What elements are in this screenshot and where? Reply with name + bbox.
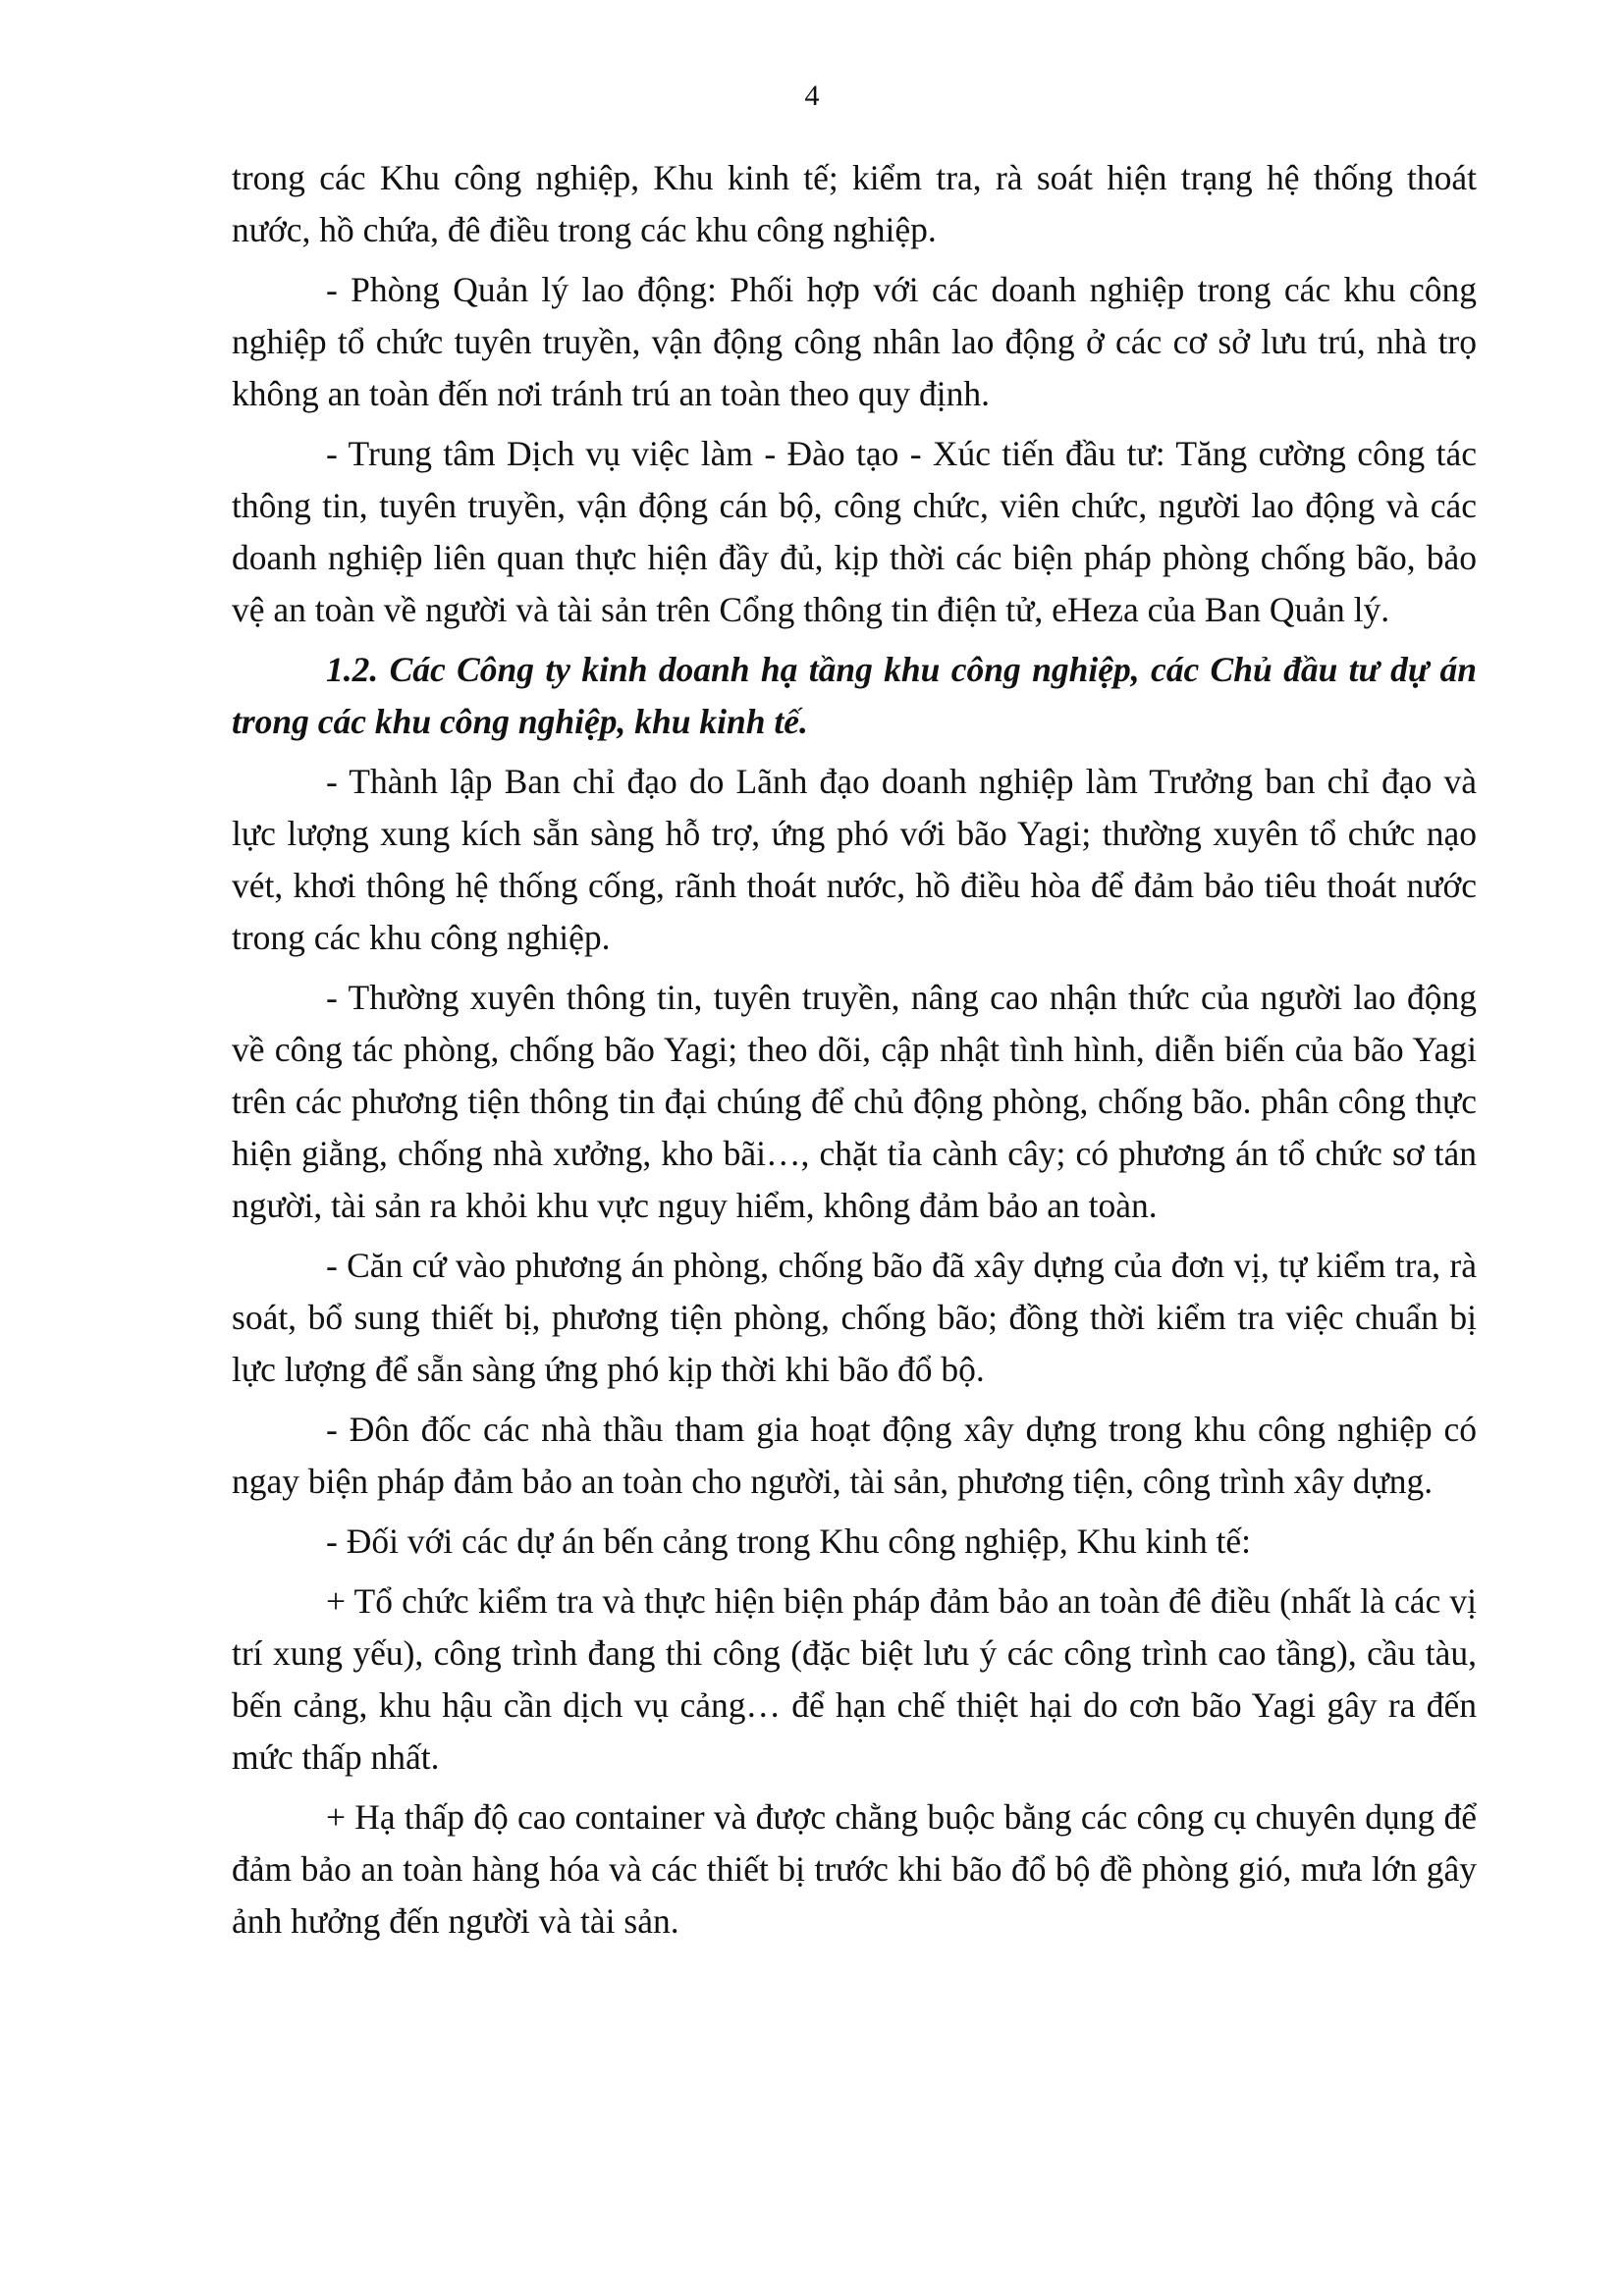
paragraph-port-inspection: + Tổ chức kiểm tra và thực hiện biện pháp đảm bảo an toàn đê điều (nhất là các vị trí xung yếu), công trình đang thi công (đặc biệt lưu ý các công trình cao tầng), cầu tàu, bến cảng, khu hậu cần dịch vụ cảng… để hạn chế thiệt hại do cơn bão Yagi gây ra đến mức thấp nhất. <box>232 1581 1477 1777</box>
paragraph-inspection: - Căn cứ vào phương án phòng, chống bão đã xây dựng của đơn vị, tự kiểm tra, rà soát, bổ sung thiết bị, phương tiện phòng, chống bão; đồng thời kiểm tra việc chuẩn bị lực lượng để sẵn sàng ứng phó kịp thời khi bão đổ bộ. <box>232 1246 1477 1389</box>
paragraph-steering-committee: - Thành lập Ban chỉ đạo do Lãnh đạo doanh nghiệp làm Trưởng ban chỉ đạo và lực lượng xung kích sẵn sàng hỗ trợ, ứng phó với bão Yagi; thường xuyên tổ chức nạo vét, khơi thông hệ thống cống, rãnh thoát nước, hồ điều hòa để đảm bảo tiêu thoát nước trong các khu công nghiệp. <box>232 762 1477 957</box>
paragraph-communication: - Thường xuyên thông tin, tuyên truyền, nâng cao nhận thức của người lao động về công tác phòng, chống bão Yagi; theo dõi, cập nhật tình hình, diễn biến của bão Yagi trên các phương tiện thông tin đại chúng để chủ động phòng, chống bão. phân công thực hiện giằng, chống nhà xưởng, kho bãi…, chặt tỉa cành cây; có phương án tổ chức sơ tán người, tài sản ra khỏi khu vực nguy hiểm, không đảm bảo an toàn. <box>232 978 1477 1225</box>
paragraph-contractors: - Đôn đốc các nhà thầu tham gia hoạt động xây dựng trong khu công nghiệp có ngay biện pháp đảm bảo an toàn cho người, tài sản, phương tiện, công trình xây dựng. <box>232 1410 1477 1501</box>
paragraph-port-projects: - Đối với các dự án bến cảng trong Khu công nghiệp, Khu kinh tế: <box>326 1522 1252 1561</box>
section-heading-1-2: 1.2. Các Công ty kinh doanh hạ tầng khu công nghiệp, các Chủ đầu tư dự án trong các khu công nghiệp, khu kinh tế. <box>232 650 1477 741</box>
paragraph-labor-management: - Phòng Quản lý lao động: Phối hợp với các doanh nghiệp trong các khu công nghiệp tổ chức tuyên truyền, vận động công nhân lao động ở các cơ sở lưu trú, nhà trọ không an toàn đến nơi tránh trú an toàn theo quy định. <box>232 270 1477 413</box>
paragraph-employment-center: - Trung tâm Dịch vụ việc làm - Đào tạo - Xúc tiến đầu tư: Tăng cường công tác thông tin, tuyên truyền, vận động cán bộ, công chức, viên chức, người lao động và các doanh nghiệp liên quan thực hiện đầy đủ, kịp thời các biện pháp phòng chống bão, bảo vệ an toàn về người và tài sản trên Cổng thông tin điện tử, eHeza của Ban Quản lý. <box>232 434 1477 629</box>
page-number: 4 <box>804 80 820 112</box>
paragraph-container-lowering: + Hạ thấp độ cao container và được chằng buộc bằng các công cụ chuyên dụng để đảm bảo an toàn hàng hóa và các thiết bị trước khi bão đổ bộ đề phòng gió, mưa lớn gây ảnh hưởng đến người và tài sản. <box>232 1797 1477 1941</box>
document-body <box>232 152 1477 1955</box>
paragraph-continuation: trong các Khu công nghiệp, Khu kinh tế; kiểm tra, rà soát hiện trạng hệ thống thoát nước, hồ chứa, đê điều trong các khu công nghiệp. <box>232 158 1477 249</box>
